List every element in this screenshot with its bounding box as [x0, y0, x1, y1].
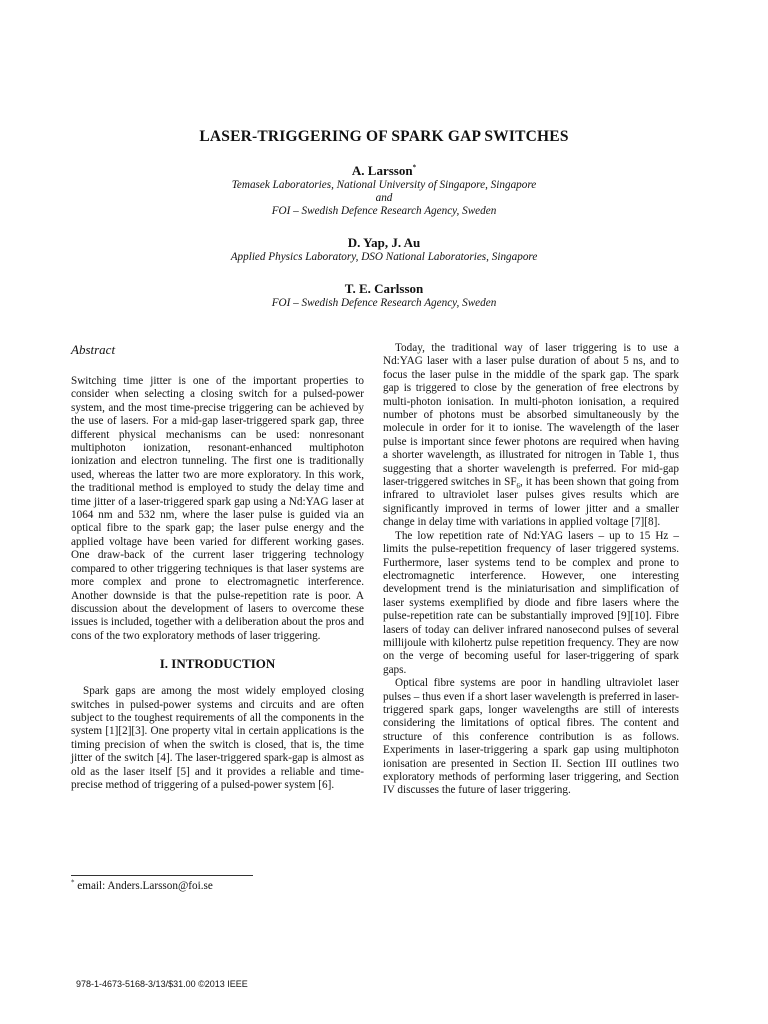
introduction-heading: I. INTRODUCTION — [159, 656, 276, 672]
introduction-paragraph-3: The low repetition rate of Nd:YAG lasers – up to 15 Hz – limits the pulse-repetition frequency of laser triggered systems. Furthermore, laser systems tend to be complex and prone to electromagnetic interference. However, one interesting development trend is the miniaturisation and simplification of laser systems exemplified by diode and fibre lasers where the pulse-repetition rate can be substantially improved [9][10]. Fibre lasers of today can deliver infrared nanosecond pulses of several millijoule with kilohertz pulse repetition frequency. They are now on the verge of becoming useful for laser-triggering of spark gaps. — [383, 529, 679, 676]
affiliation-line: and — [375, 192, 393, 204]
abstract-text: Switching time jitter is one of the important properties to consider when selecting a closing switch for a pulsed-power system, and the most time-precise triggering can be achieved by the use of lasers. For a mid-gap laser-triggered spark gap, three different physical mechanisms can be used: nonresonant multiphoton ionization, resonant-enhanced multiphoton ionization and electron tunneling. The first one is traditionally used, whereas the latter two are more exploratory. In this work, the traditional method is employed to study the delay time and time jitter of a laser-triggered spark gap using a Nd:YAG laser at 1064 nm and 532 nm, where the laser pulse is guided via an optical fibre to the spark gap; the laser pulse energy and the applied voltage have been varied for different working gases. One draw-back of the current laser triggering technology compared to other triggering techniques is that laser systems are more complex and prone to electromagnetic interference. Another downside is that the pulse-repetition rate is poor. A discussion about the development of lasers to overcome these issues is included, together with a deliberation about the pros and cons of the two exploratory methods of laser triggering. — [71, 375, 364, 642]
copyright-notice: 978-1-4673-5168-3/13/$31.00 ©2013 IEEE — [76, 979, 248, 989]
introduction-paragraph-2 — [383, 342, 679, 530]
affiliation-line: Applied Physics Laboratory, DSO National Laboratories, Singapore — [230, 251, 538, 263]
left-column — [71, 342, 364, 792]
paper-title: LASER-TRIGGERING OF SPARK GAP SWITCHES — [199, 128, 569, 145]
author-name-3: T. E. Carlsson — [344, 281, 424, 296]
footnote-divider — [71, 875, 253, 876]
footnote-text: email: Anders.Larsson@foi.se — [74, 880, 213, 892]
author-name-2: D. Yap, J. Au — [347, 235, 421, 250]
author-name-1 — [0, 163, 768, 179]
footnote-mark: * — [71, 878, 75, 887]
affiliation-line: FOI – Swedish Defence Research Agency, Sweden — [271, 297, 497, 309]
abstract-heading: Abstract — [71, 342, 116, 357]
affiliation-line: FOI – Swedish Defence Research Agency, Sweden — [271, 205, 497, 217]
introduction-paragraph-1: Spark gaps are among the most widely employed closing switches in pulsed-power systems and circuits and are often subject to the toughest requirements of all the components in the system [1][2][3]. One property vital in certain applications is the timing precision of when the switch is closed, that is, the time jitter of the switch [4]. The laser-triggered spark-gap is almost as old as the laser itself [5] and it provides a reliable and time-precise method of triggering of a pulsed-power system [6]. — [71, 685, 364, 791]
subscript: 6 — [516, 482, 521, 491]
footnote — [71, 880, 213, 892]
affiliation-line: Temasek Laboratories, National University of Singapore, Singapore — [231, 179, 537, 191]
right-column — [383, 342, 679, 798]
author-name-text: A. Larsson — [351, 163, 413, 178]
introduction-paragraph-4: Optical fibre systems are poor in handling ultraviolet laser pulses – thus even if a short laser wavelength is preferred in laser-triggered spark gaps, longer wavelengths are still of interests considering the limitations of optical fibres. The content and structure of this conference contribution is as follows. Experiments in laser-triggering a spark gap using multiphoton ionisation are presented in Section II. Section III outlines two exploratory methods of performing laser triggering, and Section IV discusses the future of laser triggering. — [383, 677, 679, 797]
paragraph-text: Today, the traditional way of laser triggering is to use a Nd:YAG laser with a laser pulse duration of about 5 ns, and to focus the laser pulse in the middle of the spark gap. The spark gap is triggered to close by the generation of free electrons by multi-photon ionisation. In multi-photon ionisation, a required number of photons must be absorbed simultaneously by the molecule in order for it to ionise. The wavelength of the laser pulse is important since fewer photons are required when having a shorter wavelength, as illustrated for nitrogen in Table 1, thus suggesting that a shorter wavelength is preferred. For mid-gap laser-triggered switches in SF — [383, 342, 679, 489]
author-footnote-mark: * — [412, 163, 417, 172]
paragraph-text: , it has been shown that going from infrared to ultraviolet laser pulses gives results which are significantly improved in terms of lower jitter and a smaller change in delay time with variations in applied voltage [7][8]. — [383, 476, 679, 529]
